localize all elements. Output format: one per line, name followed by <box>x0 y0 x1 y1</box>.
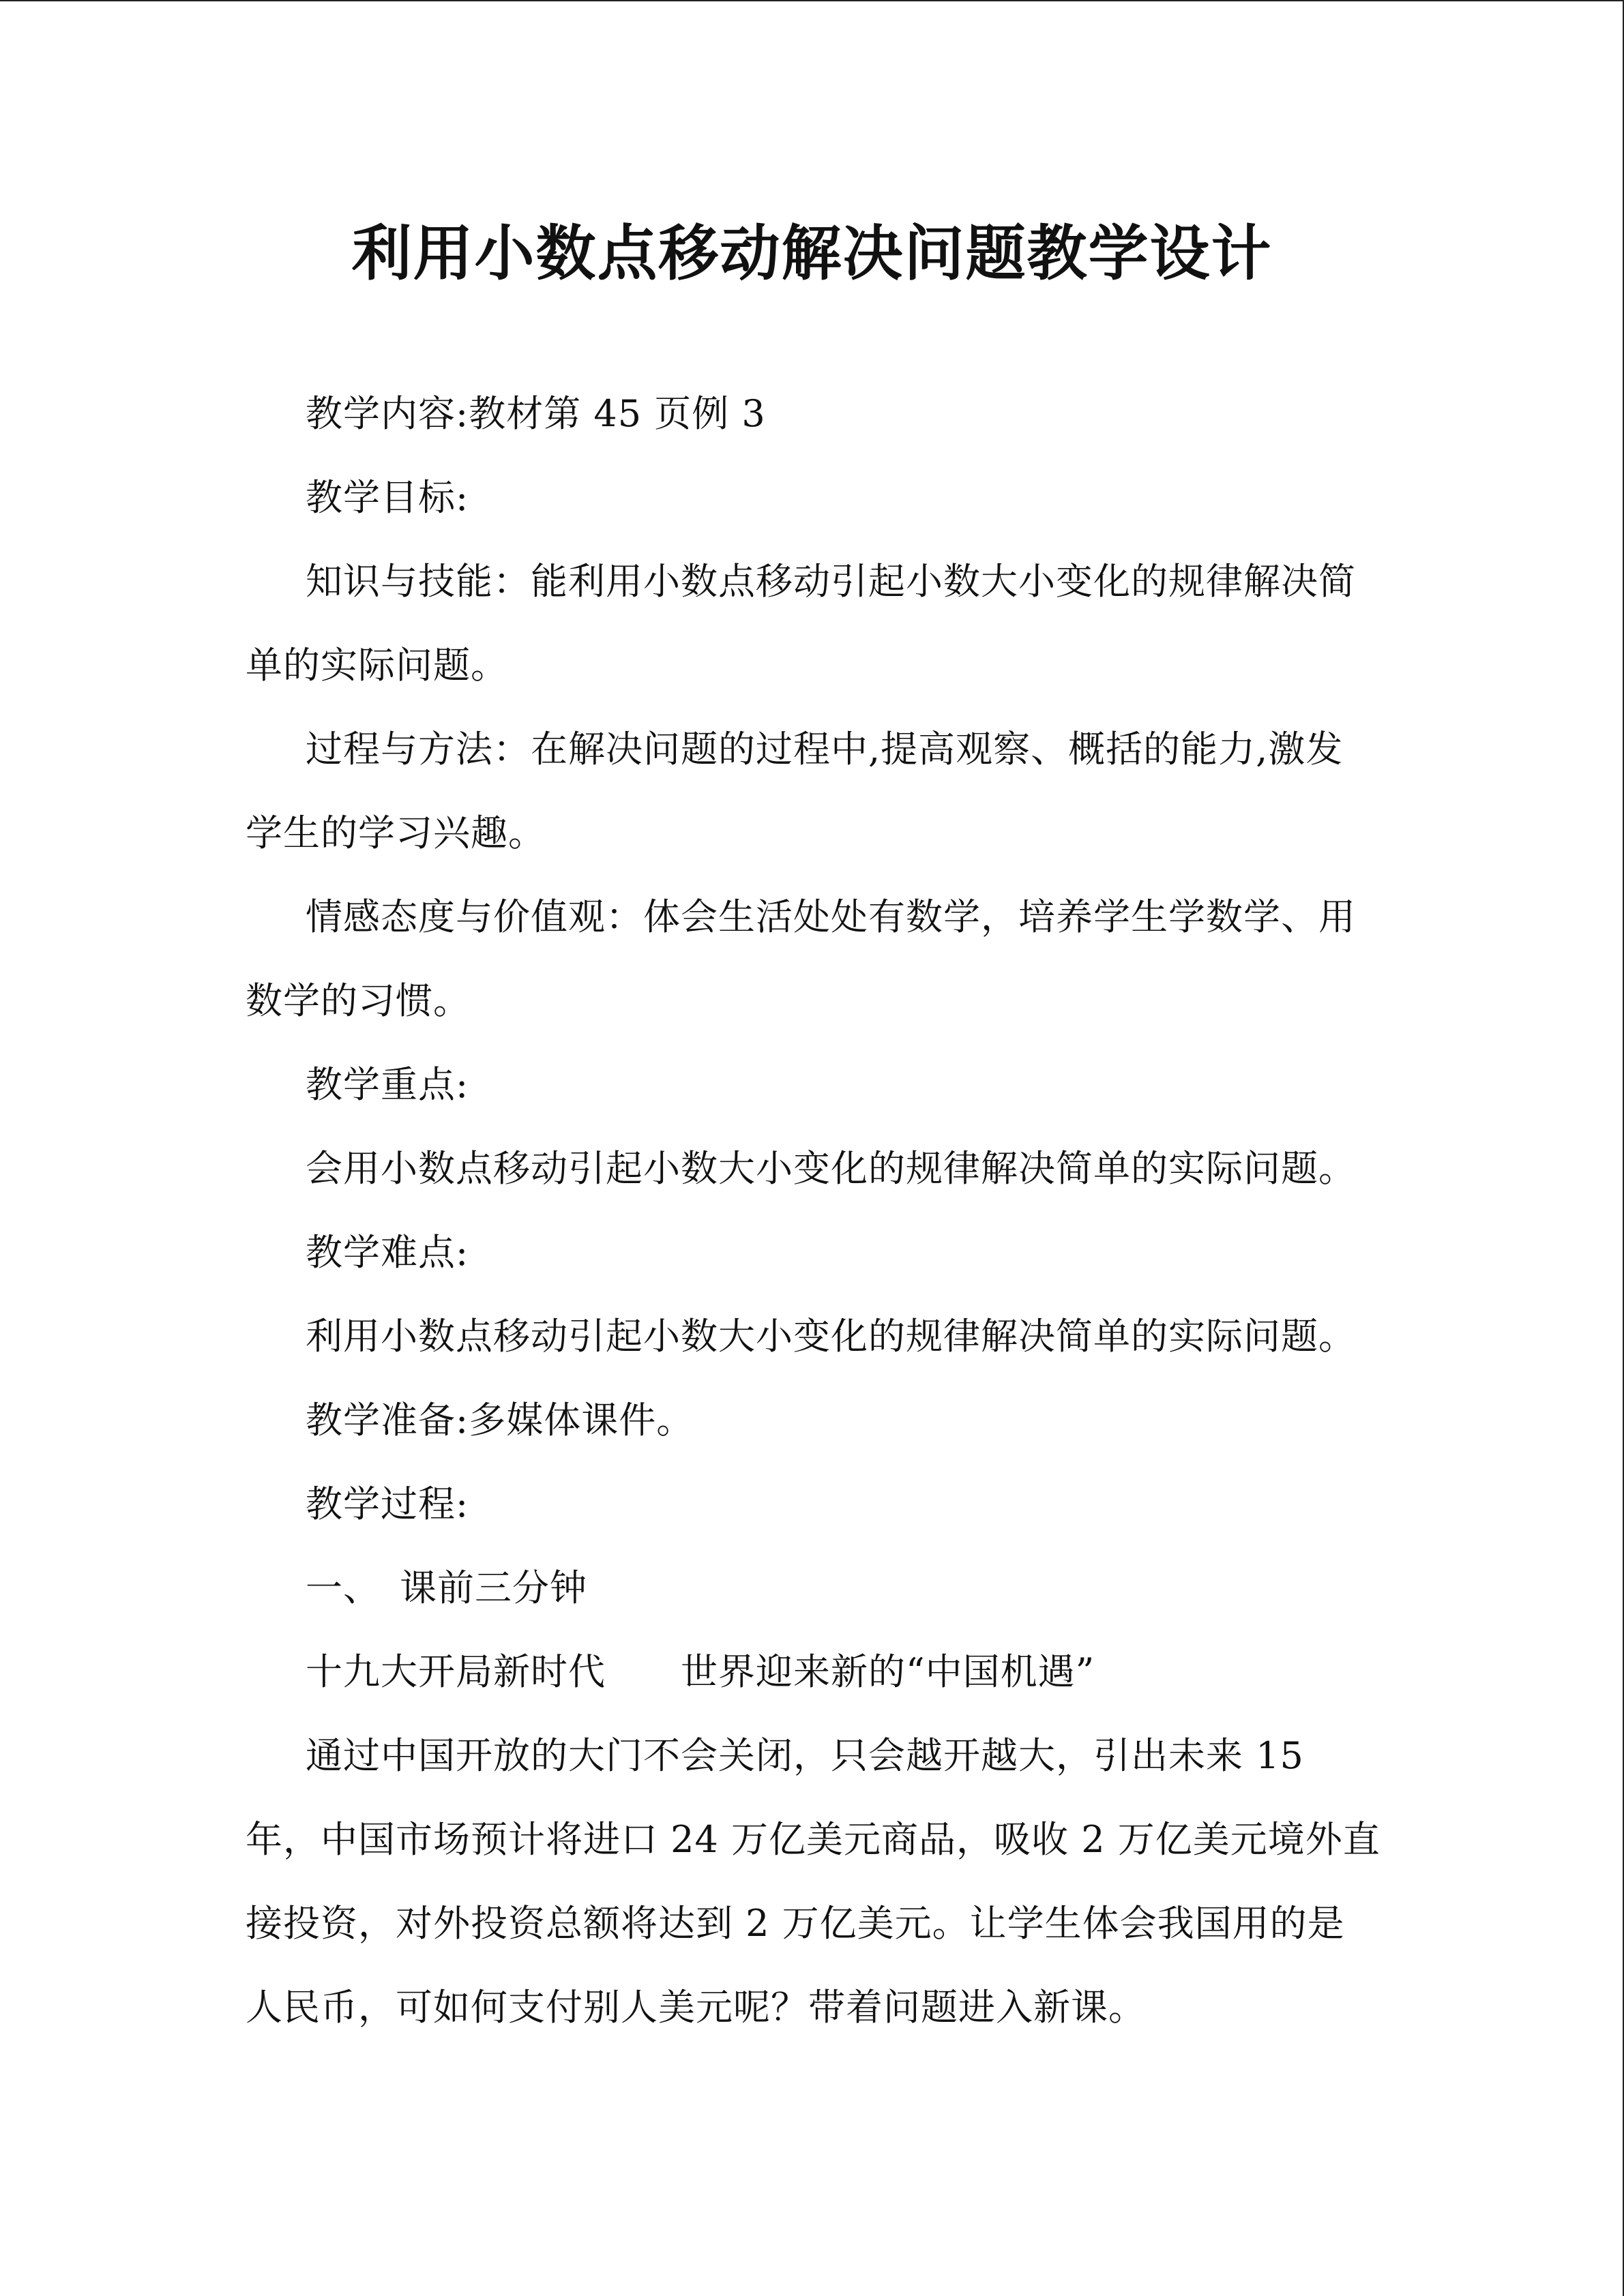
key-point-text: 会用小数点移动引起小数大小变化的规律解决简单的实际问题。 <box>306 1147 1356 1190</box>
key-point-heading: 教学重点: <box>306 1063 469 1106</box>
difficulty-heading: 教学难点: <box>306 1231 469 1274</box>
body-paragraph-line-1: 通过中国开放的大门不会关闭，只会越开越大，引出未来 15 <box>306 1734 1304 1777</box>
section-one-heading: 一、 课前三分钟 <box>306 1566 587 1609</box>
difficulty-text: 利用小数点移动引起小数大小变化的规律解决简单的实际问题。 <box>306 1315 1356 1358</box>
teaching-content: 教学内容:教材第 45 页例 3 <box>306 392 766 435</box>
goal-process-line-2: 学生的学习兴趣。 <box>246 811 546 854</box>
news-headline: 十九大开局新时代 世界迎来新的“中国机遇” <box>306 1650 1095 1693</box>
process-heading: 教学过程: <box>306 1482 469 1525</box>
body-paragraph-line-3: 接投资，对外投资总额将达到 2 万亿美元。让学生体会我国用的是 <box>246 1902 1345 1945</box>
document-title: 利用小数点移动解决问题教学设计 <box>351 218 1273 288</box>
goal-emotion-line-1: 情感态度与价值观：体会生活处处有数学，培养学生学数学、用 <box>306 895 1356 938</box>
teaching-goals-heading: 教学目标: <box>306 476 469 519</box>
preparation: 教学准备:多媒体课件。 <box>306 1399 694 1442</box>
body-paragraph-line-2: 年，中国市场预计将进口 24 万亿美元商品，吸收 2 万亿美元境外直 <box>246 1818 1381 1861</box>
goal-knowledge-line-2: 单的实际问题。 <box>246 644 508 687</box>
goal-knowledge-line-1: 知识与技能：能利用小数点移动引起小数大小变化的规律解决简 <box>306 560 1356 603</box>
goal-process-line-1: 过程与方法：在解决问题的过程中,提高观察、概括的能力,激发 <box>306 728 1344 771</box>
body-paragraph-line-4: 人民币，可如何支付别人美元呢？带着问题进入新课。 <box>246 1986 1146 2029</box>
goal-emotion-line-2: 数学的习惯。 <box>246 979 471 1022</box>
